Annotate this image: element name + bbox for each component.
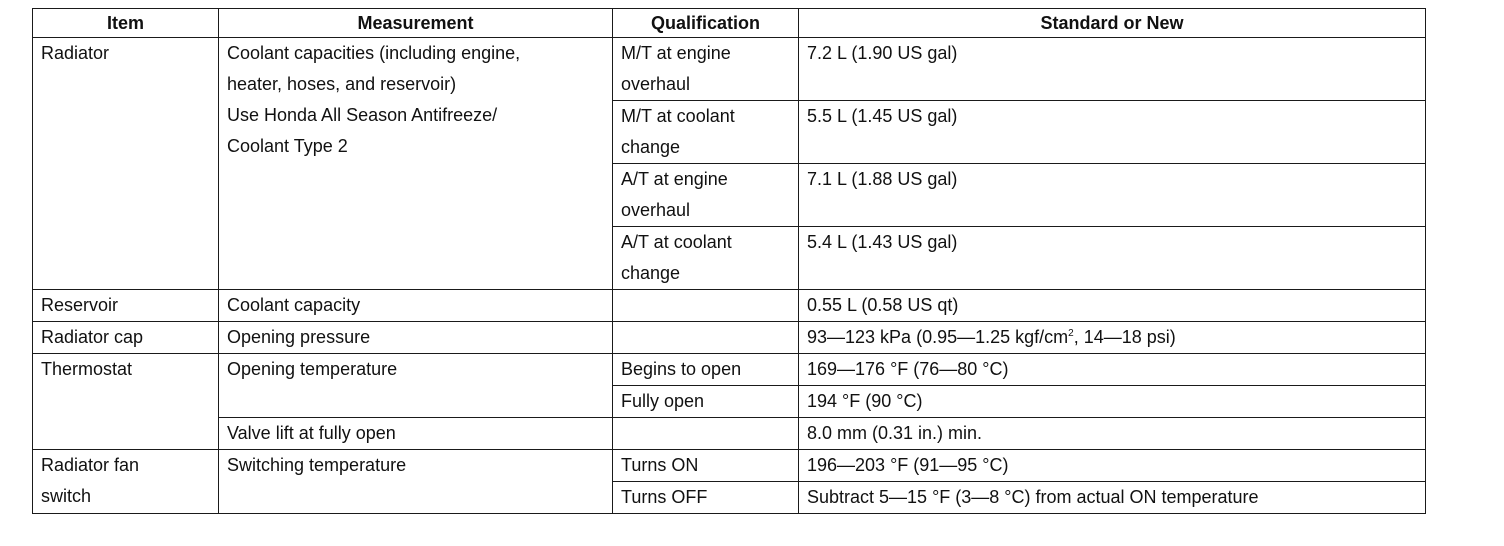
table-row xyxy=(33,290,1426,322)
qualification-line: change xyxy=(621,263,681,283)
radiator-cap-item-cell: Radiator cap xyxy=(33,322,219,354)
qualification-cell: Fully open xyxy=(613,386,799,418)
standard-cell: 8.0 mm (0.31 in.) min. xyxy=(799,418,1426,450)
qualification-cell xyxy=(613,418,799,450)
radiator-measurement-line: Coolant capacities (including engine, xyxy=(227,43,521,63)
header-item: Item xyxy=(33,9,219,38)
standard-cell xyxy=(799,322,1426,354)
header-measurement: Measurement xyxy=(219,9,613,38)
qualification-cell xyxy=(613,322,799,354)
cooling-spec-table xyxy=(32,8,1426,514)
table-row xyxy=(33,418,1426,450)
qualification-cell: Begins to open xyxy=(613,354,799,386)
qualification-line: overhaul xyxy=(621,200,691,220)
superscript: 2 xyxy=(1068,328,1074,339)
fan-switch-item-cell xyxy=(33,450,219,514)
qualification-cell: Turns OFF xyxy=(613,482,799,514)
qualification-line: M/T at engine xyxy=(621,43,731,63)
radiator-cap-measurement-cell: Opening pressure xyxy=(219,322,613,354)
standard-cell: 194 °F (90 °C) xyxy=(799,386,1426,418)
radiator-measurement-line: Coolant Type 2 xyxy=(227,136,348,156)
radiator-item-cell: Radiator xyxy=(33,38,219,290)
standard-cell: 5.4 L (1.43 US gal) xyxy=(799,227,1426,290)
thermostat-lift-measurement-cell: Valve lift at fully open xyxy=(219,418,613,450)
table-row xyxy=(33,354,1426,386)
item-line: switch xyxy=(41,486,92,506)
thermostat-item-cell: Thermostat xyxy=(33,354,219,450)
table-row xyxy=(33,450,1426,482)
qualification-line: change xyxy=(621,137,681,157)
radiator-measurement-line: Use Honda All Season Antifreeze/ xyxy=(227,105,498,125)
standard-text: 93—123 kPa (0.95—1.25 kgf/cm xyxy=(807,327,1069,347)
thermostat-measurement-cell: Opening temperature xyxy=(219,354,613,418)
radiator-measurement-cell xyxy=(219,38,613,290)
header-qualification: Qualification xyxy=(613,9,799,38)
header-row xyxy=(33,9,1426,38)
qualification-line: overhaul xyxy=(621,74,691,94)
standard-cell: 0.55 L (0.58 US qt) xyxy=(799,290,1426,322)
qualification-cell xyxy=(613,164,799,227)
qualification-cell xyxy=(613,101,799,164)
reservoir-measurement-cell: Coolant capacity xyxy=(219,290,613,322)
radiator-measurement-line: heater, hoses, and reservoir) xyxy=(227,74,457,94)
qualification-line: M/T at coolant xyxy=(621,106,735,126)
standard-cell: 5.5 L (1.45 US gal) xyxy=(799,101,1426,164)
item-line: Radiator fan xyxy=(41,455,140,475)
standard-cell: 169—176 °F (76—80 °C) xyxy=(799,354,1426,386)
qualification-line: A/T at engine xyxy=(621,169,728,189)
table-row xyxy=(33,38,1426,101)
standard-cell: 196—203 °F (91—95 °C) xyxy=(799,450,1426,482)
standard-cell: 7.1 L (1.88 US gal) xyxy=(799,164,1426,227)
standard-cell: 7.2 L (1.90 US gal) xyxy=(799,38,1426,101)
qualification-cell xyxy=(613,227,799,290)
standard-text: , 14—18 psi) xyxy=(1073,327,1176,347)
reservoir-item-cell: Reservoir xyxy=(33,290,219,322)
qualification-cell xyxy=(613,38,799,101)
fan-switch-measurement-cell: Switching temperature xyxy=(219,450,613,514)
qualification-cell xyxy=(613,290,799,322)
table-row xyxy=(33,322,1426,354)
qualification-cell: Turns ON xyxy=(613,450,799,482)
qualification-line: A/T at coolant xyxy=(621,232,732,252)
header-standard: Standard or New xyxy=(799,9,1426,38)
standard-cell: Subtract 5—15 °F (3—8 °C) from actual ON temperature xyxy=(799,482,1426,514)
